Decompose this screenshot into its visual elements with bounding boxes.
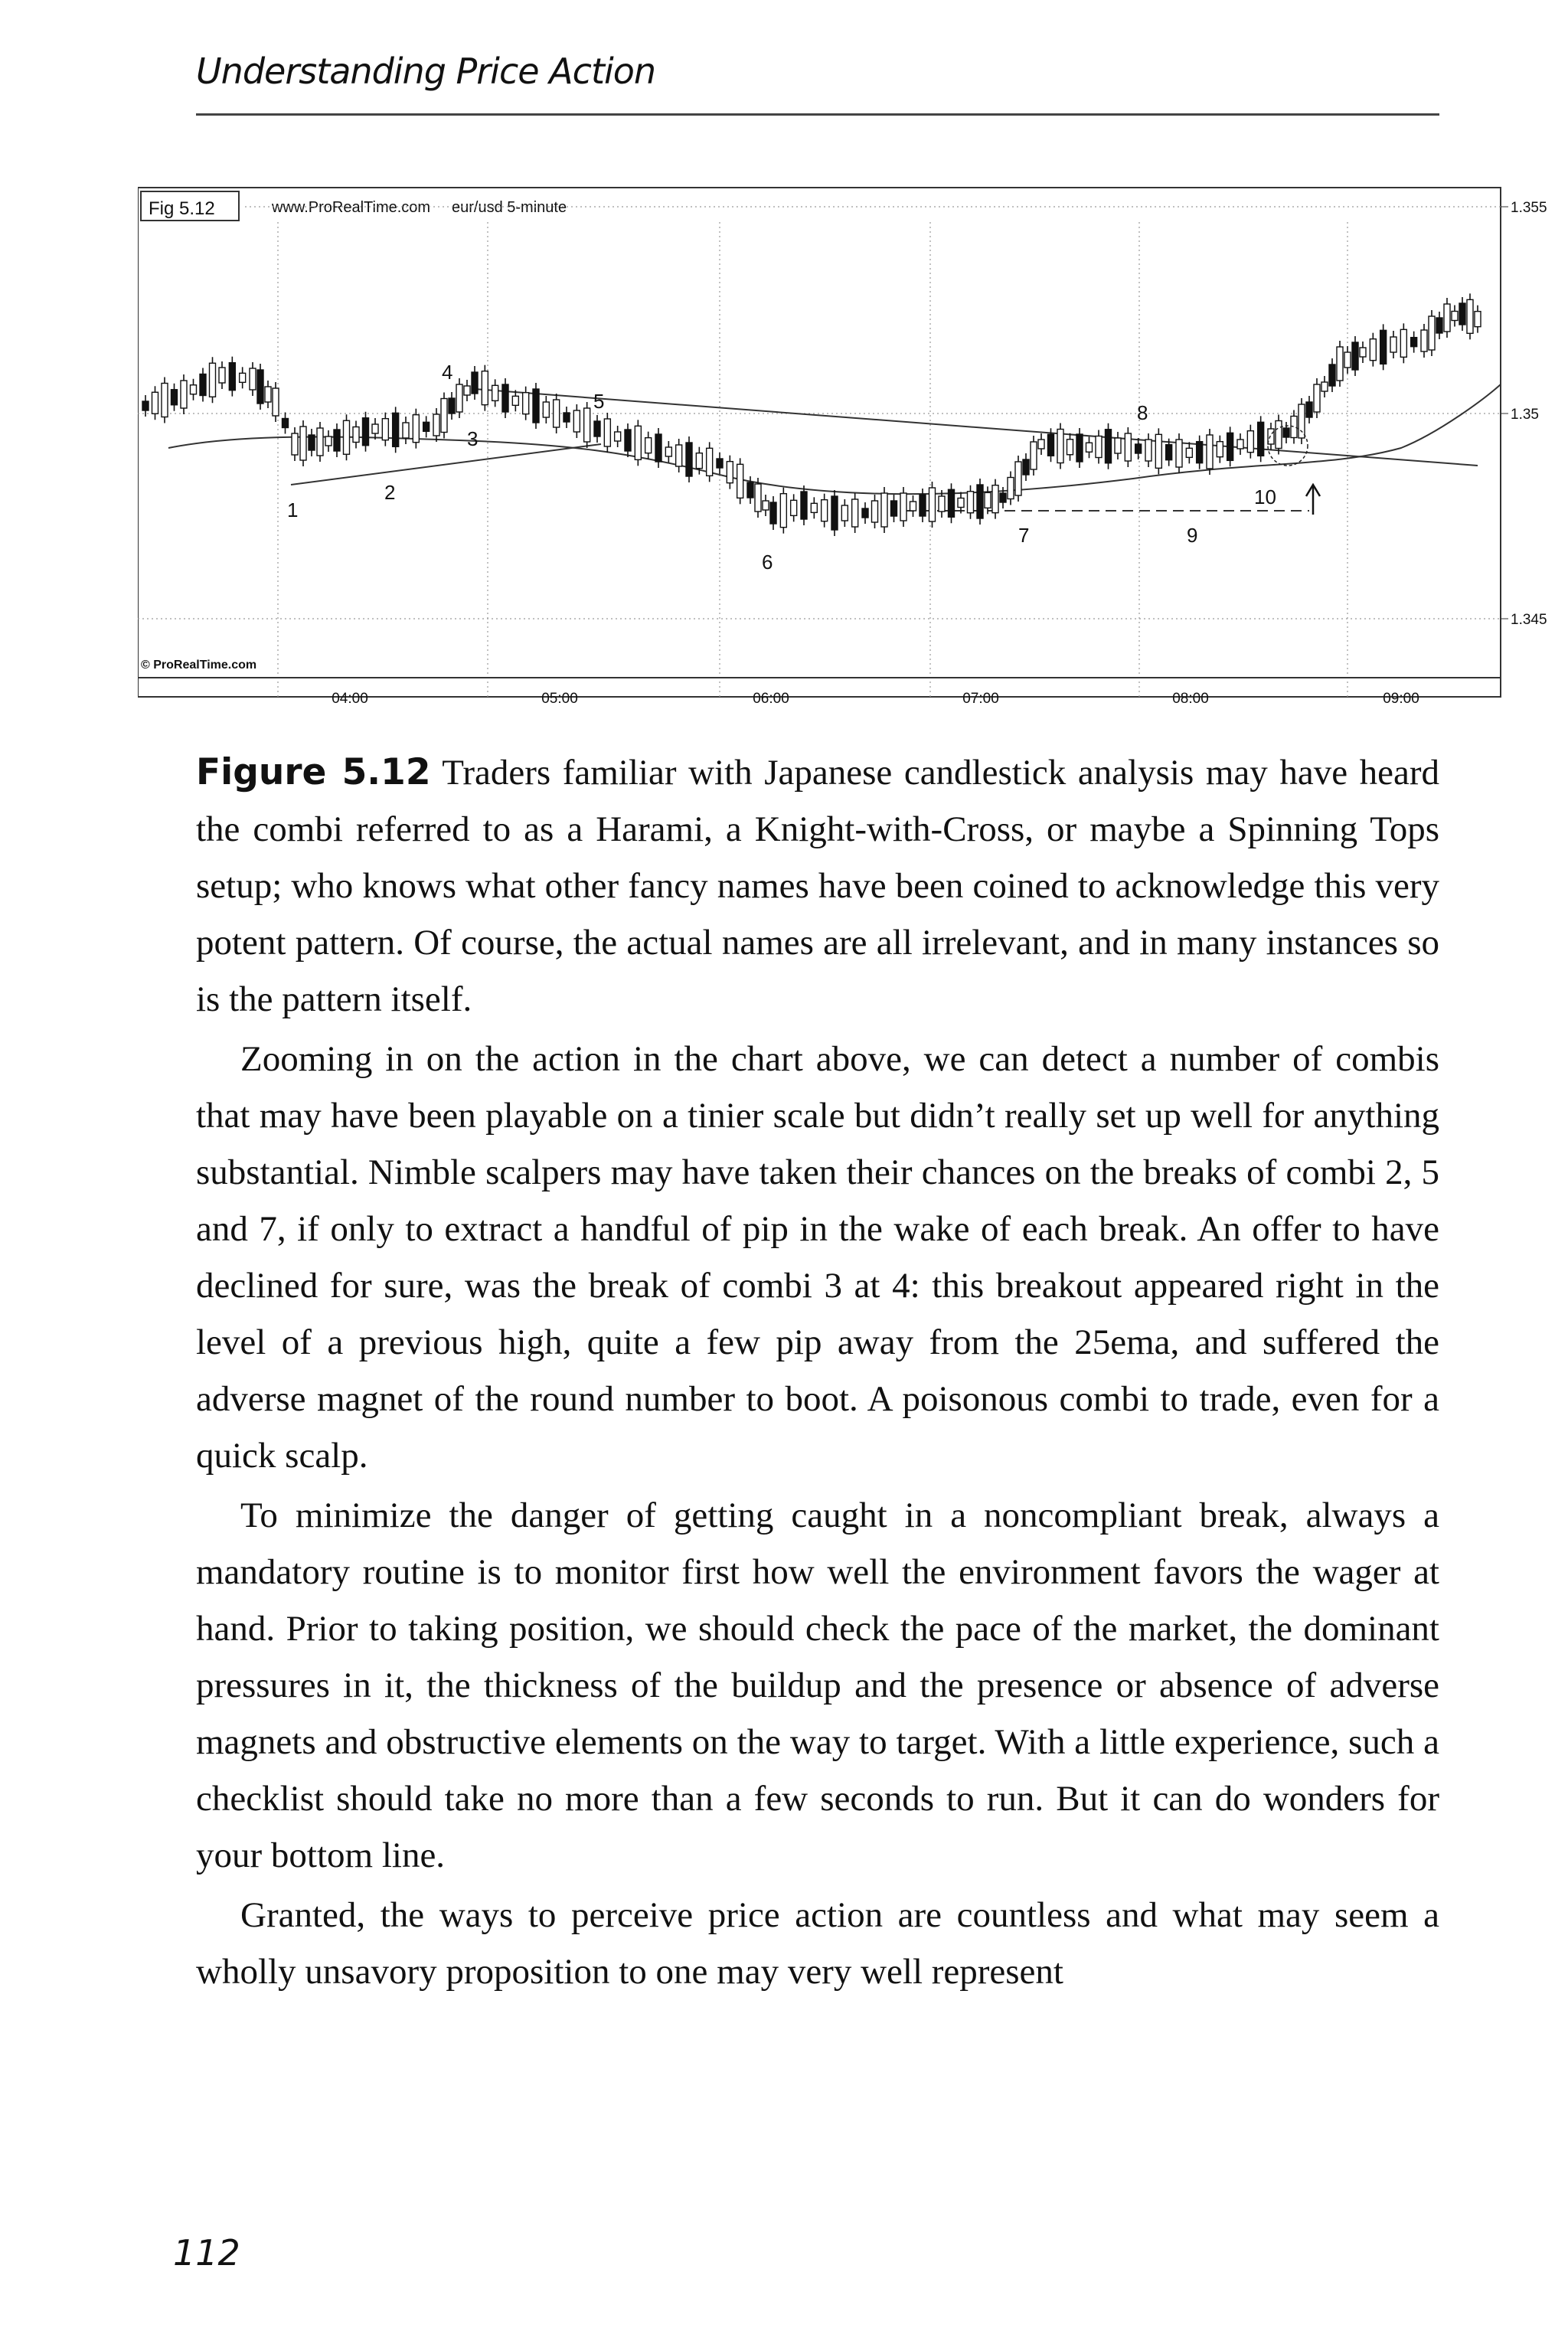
candle-body bbox=[1096, 436, 1102, 458]
candle-body bbox=[363, 418, 369, 446]
chart-source: www.ProRealTime.com bbox=[272, 199, 431, 216]
candle-body bbox=[717, 459, 723, 468]
candle-body bbox=[727, 462, 733, 483]
candle-body bbox=[841, 505, 848, 521]
candle-body bbox=[1048, 434, 1054, 456]
candle-body bbox=[1166, 445, 1172, 460]
candle-body bbox=[309, 435, 315, 450]
candle-body bbox=[472, 372, 478, 394]
chart-frame bbox=[138, 188, 1501, 697]
candle-body bbox=[891, 501, 897, 516]
candle-body bbox=[456, 384, 462, 412]
candle-body bbox=[543, 402, 549, 417]
candle-body bbox=[1067, 440, 1073, 455]
candle-body bbox=[1186, 448, 1192, 457]
candle-body bbox=[763, 501, 769, 510]
candle-body bbox=[755, 484, 761, 512]
paragraph-3: Granted, the ways to perceive price action are countless and what may seem a wholly unsavory proposition to one may very well represent bbox=[196, 1895, 1439, 1992]
candle-body bbox=[1429, 316, 1435, 350]
candle-body bbox=[900, 493, 906, 521]
candle-body bbox=[1329, 364, 1335, 386]
candle-body bbox=[372, 424, 378, 433]
candle-body bbox=[423, 422, 430, 431]
candle-body bbox=[464, 386, 470, 395]
candle-body bbox=[283, 419, 289, 428]
candle-body bbox=[822, 500, 828, 521]
candle-body bbox=[181, 381, 187, 408]
candle-body bbox=[852, 499, 858, 527]
candle-body bbox=[1031, 442, 1037, 469]
candle-body bbox=[1258, 422, 1264, 456]
combi-label-4: 4 bbox=[442, 361, 453, 384]
y-tick-1355: 1.355 bbox=[1511, 200, 1547, 216]
candle-body bbox=[968, 492, 974, 513]
combi-label-1: 1 bbox=[287, 498, 299, 521]
candle-body bbox=[604, 419, 610, 446]
candle-body bbox=[801, 492, 807, 519]
candle-body bbox=[1360, 348, 1366, 357]
candle-body bbox=[292, 433, 298, 455]
candle-body bbox=[1421, 330, 1427, 351]
candle-body bbox=[344, 420, 350, 454]
candle-body bbox=[533, 389, 539, 423]
candle-body bbox=[210, 363, 216, 397]
combi-label-5: 5 bbox=[593, 390, 605, 413]
caption-label: Figure 5.12 bbox=[196, 751, 431, 793]
candle-body bbox=[433, 414, 439, 436]
candle-body bbox=[791, 500, 797, 515]
candle-body bbox=[1008, 478, 1014, 499]
candle-body bbox=[1283, 428, 1289, 437]
candle-body bbox=[910, 502, 916, 511]
candle-body bbox=[615, 432, 621, 441]
candle-body bbox=[403, 423, 409, 438]
candle-body bbox=[1000, 493, 1006, 502]
candle-body bbox=[325, 436, 332, 446]
combi-label-10: 10 bbox=[1254, 485, 1276, 508]
candle-body bbox=[625, 430, 631, 451]
y-tick-135: 1.35 bbox=[1511, 407, 1539, 423]
candle-body bbox=[240, 373, 246, 382]
candle-body bbox=[482, 371, 488, 405]
candle-body bbox=[929, 488, 936, 521]
candle-body bbox=[492, 385, 498, 400]
candle-body bbox=[1237, 440, 1243, 449]
candle-body bbox=[992, 485, 998, 513]
candle-body bbox=[1314, 384, 1320, 412]
candle-body bbox=[737, 464, 743, 498]
candle-body bbox=[676, 445, 682, 466]
candle-body bbox=[1400, 329, 1406, 357]
combi-label-9: 9 bbox=[1187, 524, 1198, 547]
candle-body bbox=[300, 427, 306, 460]
candle-body bbox=[1436, 318, 1442, 333]
candle-body bbox=[353, 427, 359, 443]
candle-body bbox=[707, 448, 713, 476]
candle-body bbox=[1352, 342, 1358, 370]
candle-body bbox=[142, 401, 149, 410]
candle-body bbox=[564, 413, 570, 422]
candle-body bbox=[1176, 440, 1182, 467]
candle-body bbox=[594, 421, 600, 436]
candle-body bbox=[413, 415, 419, 443]
combi-label-3: 3 bbox=[467, 427, 479, 450]
candle-body bbox=[219, 368, 225, 383]
candle-body bbox=[655, 434, 662, 462]
candle-body bbox=[172, 390, 178, 405]
candle-body bbox=[780, 494, 786, 528]
candle-body bbox=[1467, 299, 1473, 333]
candle-body bbox=[881, 493, 887, 527]
x-tick-0900: 09:00 bbox=[1383, 691, 1419, 707]
candle-body bbox=[1370, 339, 1376, 361]
chart-instrument: eur/usd 5-minute bbox=[452, 199, 567, 216]
chart-watermark: © ProRealTime.com bbox=[141, 659, 257, 672]
candle-body bbox=[1135, 444, 1142, 453]
candle-body bbox=[920, 495, 926, 516]
candle-body bbox=[1125, 433, 1131, 461]
combi-label-7: 7 bbox=[1018, 524, 1030, 547]
candle-body bbox=[949, 489, 955, 517]
candle-body bbox=[1106, 430, 1112, 463]
y-tick-1345: 1.345 bbox=[1511, 612, 1547, 628]
figure-5-12-chart bbox=[138, 176, 1568, 727]
candle-body bbox=[1380, 330, 1387, 364]
candle-body bbox=[1057, 430, 1063, 463]
candle-body bbox=[382, 419, 388, 440]
candle-body bbox=[1015, 462, 1021, 495]
candle-body bbox=[985, 492, 991, 508]
candle-body bbox=[1475, 312, 1481, 327]
body-text bbox=[196, 741, 1439, 2000]
candle-body bbox=[1390, 337, 1396, 352]
candle-body bbox=[191, 385, 197, 394]
candle-body bbox=[635, 426, 641, 459]
candle-body bbox=[1306, 402, 1312, 417]
candle-body bbox=[1155, 434, 1161, 468]
candle-body bbox=[512, 396, 518, 405]
candle-body bbox=[1411, 338, 1417, 347]
candle-body bbox=[1227, 433, 1233, 460]
candle-body bbox=[502, 384, 508, 412]
fig-tag: Fig 5.12 bbox=[149, 198, 215, 219]
candle-body bbox=[1086, 443, 1093, 452]
candle-body bbox=[939, 496, 945, 512]
candle-body bbox=[1207, 435, 1213, 469]
x-tick-0700: 07:00 bbox=[962, 691, 999, 707]
candle-body bbox=[554, 400, 560, 427]
candle-body bbox=[958, 498, 964, 508]
candle-body bbox=[1459, 303, 1465, 325]
candle-body bbox=[1145, 440, 1152, 461]
candle-body bbox=[770, 502, 776, 524]
candle-body bbox=[831, 496, 838, 530]
candle-body bbox=[573, 410, 580, 432]
candle-body bbox=[811, 503, 817, 512]
paragraph-2: To minimize the danger of getting caught in a noncompliant break, always a mandatory routine is to monitor first how well the environment favors the wager at hand. Prior to taking position, we should check the pace of the market, the dominant pressures in it, the thickness of the buildup and the presence or absence of adverse magnets and obstructive elements on the way to target. With a little experience, such a checklist should take no more than a few seconds to run. But it can do wonders for your bottom line. bbox=[196, 1495, 1439, 1875]
candle-body bbox=[250, 368, 256, 390]
candle-body bbox=[977, 485, 983, 518]
candle-body bbox=[229, 363, 235, 391]
candle-body bbox=[584, 408, 590, 442]
page-number: 112 bbox=[173, 2232, 240, 2273]
candle-body bbox=[273, 388, 279, 416]
x-tick-0400: 04:00 bbox=[332, 691, 368, 707]
candle-body bbox=[1452, 312, 1458, 321]
x-tick-0500: 05:00 bbox=[541, 691, 578, 707]
candle-body bbox=[1115, 438, 1121, 453]
x-tick-0600: 06:00 bbox=[753, 691, 789, 707]
candle-body bbox=[645, 438, 652, 453]
candle-body bbox=[162, 384, 168, 417]
candle-body bbox=[200, 374, 206, 396]
combi-label-2: 2 bbox=[384, 481, 396, 504]
candle-body bbox=[1344, 352, 1351, 368]
candle-body bbox=[334, 430, 340, 451]
combi-label-8: 8 bbox=[1137, 401, 1148, 424]
combi-label-6: 6 bbox=[762, 551, 773, 574]
candle-body bbox=[523, 393, 529, 414]
candle-body bbox=[747, 482, 753, 498]
candle-body bbox=[265, 387, 271, 402]
candle-body bbox=[449, 398, 455, 414]
candle-body bbox=[1023, 459, 1029, 475]
candle-body bbox=[393, 413, 399, 446]
candle-body bbox=[1298, 404, 1305, 438]
candle-body bbox=[1247, 431, 1253, 453]
header-rule bbox=[196, 113, 1439, 116]
candle-body bbox=[317, 428, 323, 456]
candle-body bbox=[686, 443, 692, 476]
candle-body bbox=[1217, 442, 1223, 457]
figure-caption bbox=[196, 744, 1439, 1028]
candle-body bbox=[1337, 347, 1343, 381]
paragraph-1: Zooming in on the action in the chart above, we can detect a number of combis that may have been playable on a tinier scale but didn’t really set up well for anything substantial. Nimble scalpers may have taken their chances on the breaks of combi 2, 5 and 7, if only to extract a handful of pip in the wake of each break. An offer to have declined for sure, was the break of combi 3 at 4: this breakout appeared right in the level of a previous high, quite a few pip away from the 25ema, and suffered the adverse magnet of the round number to boot. A poisonous combi to trade, even for a quick scalp. bbox=[196, 1039, 1439, 1476]
candle-body bbox=[1197, 442, 1203, 463]
candle-body bbox=[1444, 304, 1450, 332]
x-tick-0800: 08:00 bbox=[1172, 691, 1209, 707]
candle-body bbox=[152, 392, 158, 414]
running-head: Understanding Price Action bbox=[196, 51, 656, 92]
caption-text: Traders familiar with Japanese candlestick analysis may have heard the combi referred to as a Harami, a Knight-with-Cross, or maybe a Spinning Tops setup; who knows what other fancy names have been coined to acknowledge this very potent pattern. Of course, the actual names are all irrelevant, and in many instances so is the pattern itself. bbox=[196, 753, 1440, 1019]
candle-body bbox=[1038, 440, 1044, 449]
candle-body bbox=[665, 447, 671, 456]
candle-body bbox=[257, 370, 263, 404]
candle-body bbox=[696, 453, 702, 469]
candle-body bbox=[872, 501, 878, 522]
candle-body bbox=[862, 508, 868, 518]
candle-body bbox=[1076, 434, 1083, 462]
candle-body bbox=[1276, 421, 1282, 449]
candle-body bbox=[441, 399, 447, 433]
candle-body bbox=[1321, 382, 1328, 391]
